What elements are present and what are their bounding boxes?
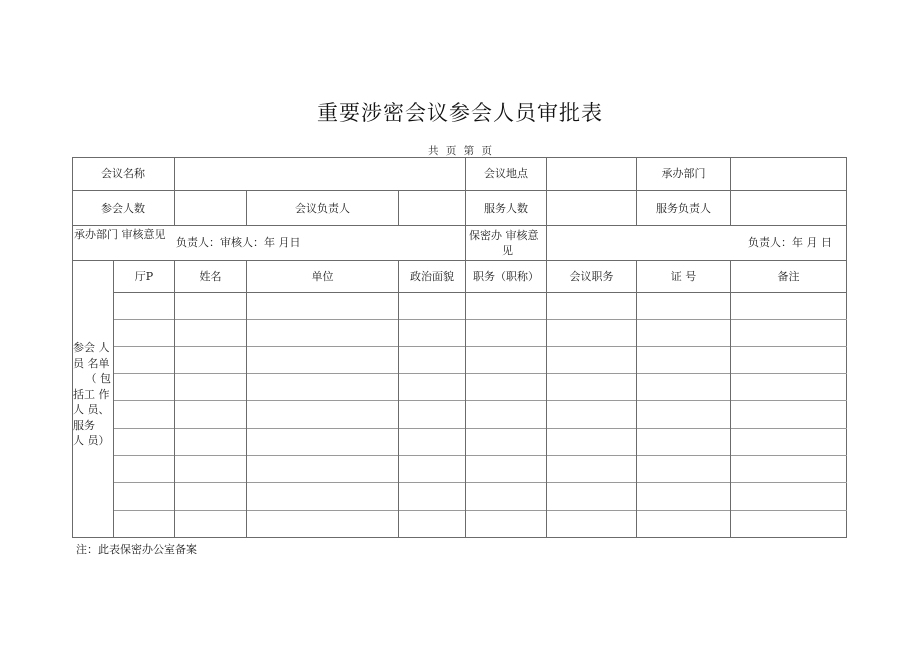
roster-row-divider bbox=[113, 482, 847, 483]
table-border-left bbox=[72, 157, 73, 538]
service-leader-field[interactable] bbox=[731, 192, 846, 225]
secrecy-office-opinion-label-cont: 见 bbox=[502, 244, 513, 257]
col-divider bbox=[636, 157, 637, 225]
service-count-field[interactable] bbox=[547, 192, 636, 225]
meeting-name-label: 会议名称 bbox=[101, 167, 145, 180]
roster-side-label-line: （ 包 bbox=[85, 372, 111, 385]
host-dept-signoff[interactable]: 负责人：审核人：年 月日 bbox=[176, 236, 301, 249]
col-divider bbox=[546, 225, 547, 260]
col-divider bbox=[465, 260, 466, 537]
roster-row-divider bbox=[113, 510, 847, 511]
host-dept-field[interactable] bbox=[731, 158, 846, 190]
table-border-right bbox=[846, 157, 847, 538]
roster-row-divider bbox=[113, 428, 847, 429]
roster-header-id-number: 证 号 bbox=[670, 270, 697, 283]
col-divider bbox=[730, 157, 731, 225]
roster-side-label-line: 人 员） bbox=[73, 434, 110, 447]
col-divider bbox=[246, 260, 247, 537]
meeting-place-label: 会议地点 bbox=[484, 167, 528, 180]
col-divider bbox=[246, 190, 247, 225]
roster-side-label-line: 人 员、 bbox=[73, 403, 110, 416]
attendees-count-field[interactable] bbox=[175, 192, 246, 225]
meeting-name-field[interactable] bbox=[175, 158, 465, 190]
service-leader-label: 服务负责人 bbox=[656, 201, 711, 215]
col-divider bbox=[398, 190, 399, 225]
roster-header-name: 姓名 bbox=[199, 270, 222, 283]
col-divider bbox=[398, 260, 399, 537]
footnote: 注：此表保密办公室备案 bbox=[76, 543, 197, 556]
attendees-count-label: 参会人数 bbox=[101, 201, 145, 215]
row-divider bbox=[113, 292, 847, 293]
col-divider bbox=[636, 260, 637, 537]
roster-row-divider bbox=[113, 373, 847, 374]
host-dept-opinion-label: 承办部门 审核意见 bbox=[74, 228, 166, 241]
col-divider bbox=[113, 260, 114, 537]
roster-row-divider bbox=[113, 455, 847, 456]
secrecy-office-opinion-label: 保密办 审核意 bbox=[469, 229, 539, 242]
roster-side-label-line: 服务 bbox=[73, 418, 95, 432]
host-dept-label: 承办部门 bbox=[661, 167, 706, 180]
row-divider bbox=[72, 225, 847, 226]
roster-side-label-line: 括工 作 bbox=[73, 387, 110, 401]
secrecy-office-signoff[interactable]: 负责人：年 月 日 bbox=[748, 236, 832, 249]
roster-header-remarks: 备注 bbox=[777, 270, 800, 283]
col-divider bbox=[174, 157, 175, 225]
col-divider bbox=[465, 225, 466, 260]
roster-row-divider bbox=[113, 319, 847, 320]
col-divider bbox=[730, 260, 731, 537]
roster-header-meeting-role: 会议职务 bbox=[569, 270, 614, 283]
meeting-leader-field[interactable] bbox=[399, 192, 465, 225]
col-divider bbox=[465, 157, 466, 225]
page-counter: 共 页 第 页 bbox=[427, 145, 492, 157]
roster-side-label bbox=[73, 340, 113, 449]
service-count-label: 服务人数 bbox=[484, 201, 528, 215]
roster-side-label-line: 参会 人 bbox=[73, 341, 110, 354]
roster-header-unit: 单位 bbox=[311, 270, 334, 283]
col-divider bbox=[174, 260, 175, 537]
col-divider bbox=[546, 157, 547, 225]
roster-header-seq: 厅P bbox=[134, 270, 154, 283]
roster-side-label-line: 员 名单 bbox=[73, 356, 110, 370]
meeting-leader-label: 会议负责人 bbox=[295, 201, 350, 215]
meeting-place-field[interactable] bbox=[547, 158, 636, 190]
form-title: 重要涉密会议参会人员审批表 bbox=[317, 101, 603, 125]
col-divider bbox=[546, 260, 547, 537]
roster-row-divider bbox=[113, 400, 847, 401]
roster-header-political-status: 政治面貌 bbox=[410, 270, 454, 283]
roster-row-divider bbox=[113, 346, 847, 347]
roster-header-position: 职务（职称） bbox=[473, 270, 539, 283]
table-border-bottom bbox=[72, 537, 847, 538]
